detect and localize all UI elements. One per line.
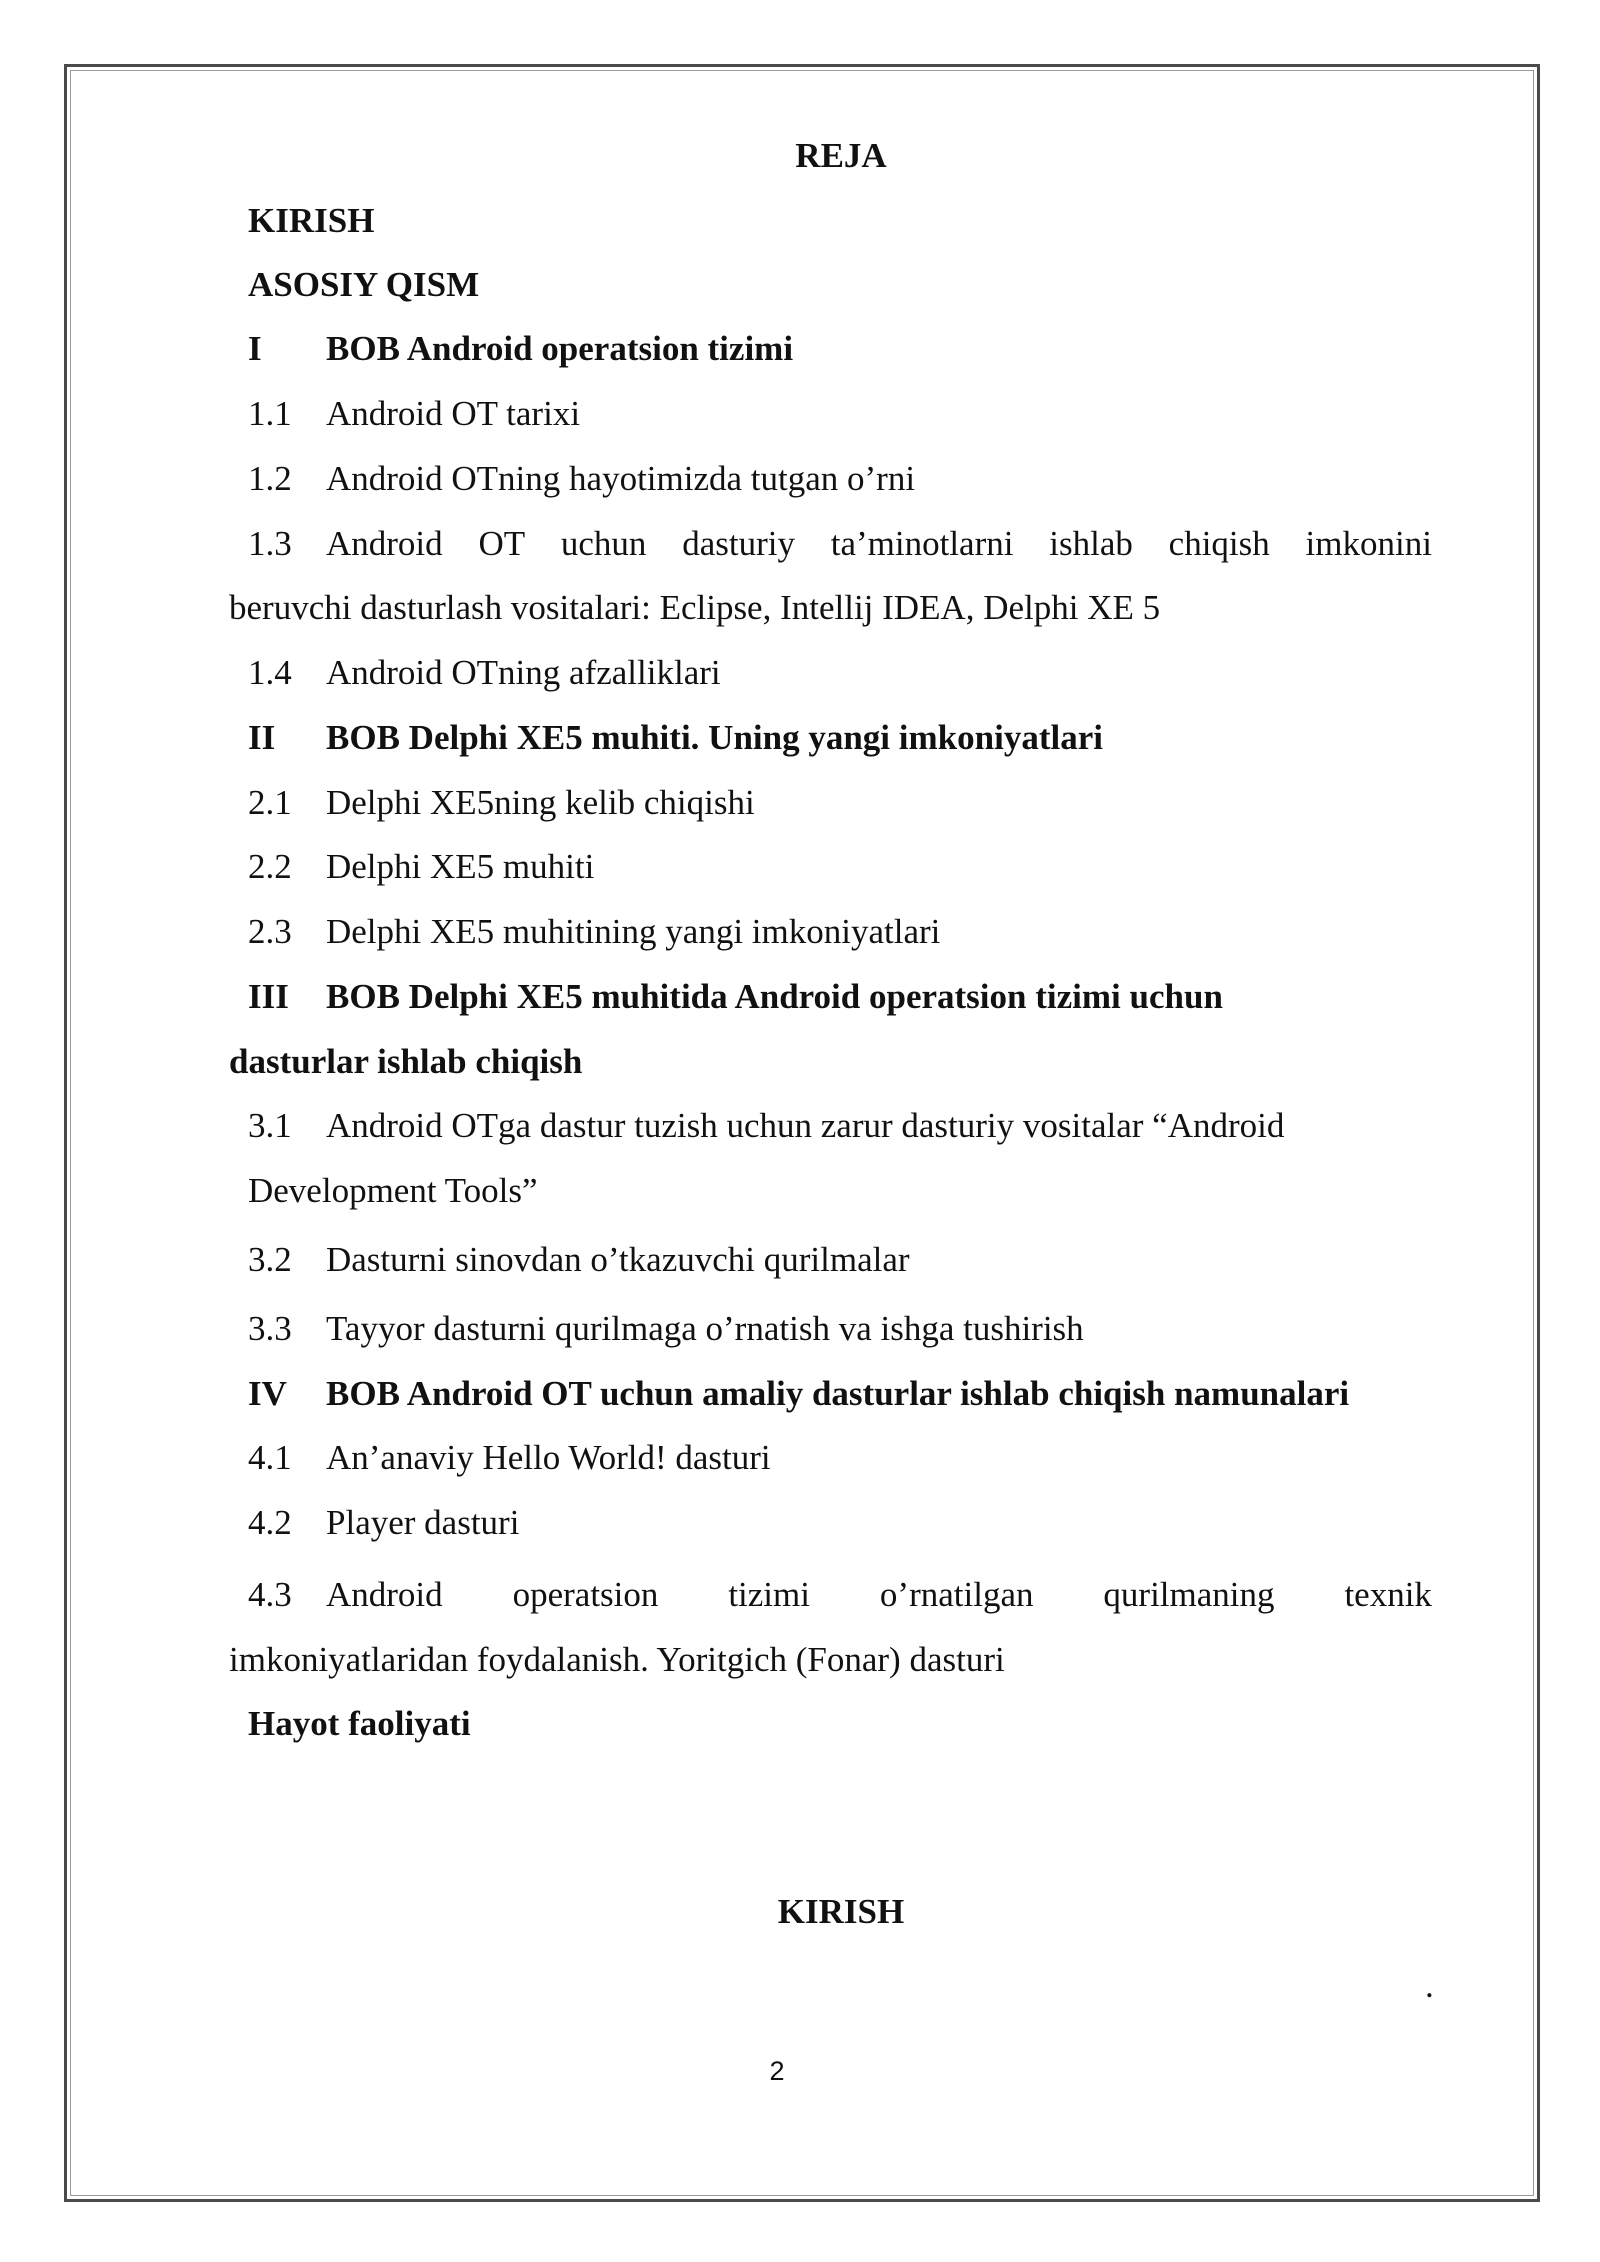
word: uchun [560, 524, 647, 563]
toc-text: Player dasturi [326, 1503, 520, 1542]
toc-text: Android OTga dastur tuzish uchun zarur dasturiy vositalar “Android [326, 1106, 1285, 1145]
toc-text-justified [326, 524, 1432, 564]
word: Android [326, 524, 443, 563]
toc-text: Android OTning afzalliklari [326, 653, 721, 692]
toc-number: 3.3 [248, 1309, 292, 1348]
toc-number: II [248, 718, 276, 757]
toc-text: Delphi XE5ning kelib chiqishi [326, 783, 755, 822]
toc-number: 4.3 [248, 1575, 292, 1614]
toc-title-continuation: dasturlar ishlab chiqish [229, 1042, 583, 1081]
toc-number: 4.1 [248, 1438, 292, 1477]
toc-text-continuation: imkoniyatlaridan foydalanish. Yoritgich (Fonar) dasturi [229, 1640, 1005, 1679]
word: qurilmaning [1103, 1575, 1275, 1614]
toc-number: III [248, 977, 289, 1016]
toc-number: 4.2 [248, 1503, 292, 1542]
word: OT [478, 524, 526, 563]
toc-asosiy-qism: ASOSIY QISM [248, 265, 480, 304]
toc-title: BOB Android OT uchun amaliy dasturlar ishlab chiqish namunalari [326, 1374, 1350, 1413]
toc-title: BOB Delphi XE5 muhiti. Uning yangi imkoniyatlari [326, 718, 1103, 757]
toc-title: BOB Delphi XE5 muhitida Android operatsion tizimi uchun [326, 977, 1223, 1016]
doc-title: REJA [795, 136, 887, 175]
section-heading-kirish: KIRISH [777, 1892, 905, 1931]
word: ishlab [1049, 524, 1133, 563]
toc-text: Tayyor dasturni qurilmaga o’rnatish va ishga tushirish [326, 1309, 1084, 1348]
toc-kirish: KIRISH [248, 201, 375, 240]
toc-number: 1.2 [248, 459, 292, 498]
toc-number: 2.3 [248, 912, 292, 951]
word: imkonini [1305, 524, 1432, 563]
toc-text: Android OT tarixi [326, 394, 581, 433]
toc-title: BOB Android operatsion tizimi [326, 329, 794, 368]
toc-number: I [248, 329, 262, 368]
toc-number: 3.1 [248, 1106, 292, 1145]
toc-number: 1.3 [248, 524, 292, 563]
toc-number: 1.4 [248, 653, 292, 692]
toc-hayot-faoliyati: Hayot faoliyati [248, 1704, 471, 1743]
word: texnik [1344, 1575, 1432, 1614]
toc-text-justified [326, 1575, 1432, 1615]
toc-text: Android OTning hayotimizda tutgan o’rni [326, 459, 916, 498]
page-number: 2 [769, 2056, 785, 2086]
toc-number: IV [248, 1374, 287, 1413]
word: ta’minotlarni [830, 524, 1014, 563]
word: tizimi [728, 1575, 810, 1614]
word: Android [326, 1575, 443, 1614]
word: chiqish [1168, 524, 1270, 563]
toc-text: An’anaviy Hello World! dasturi [326, 1438, 771, 1477]
word: dasturiy [682, 524, 795, 563]
toc-text: Dasturni sinovdan o’tkazuvchi qurilmalar [326, 1240, 910, 1279]
toc-number: 1.1 [248, 394, 292, 433]
toc-text-continuation: beruvchi dasturlash vositalari: Eclipse, Intellij IDEA, Delphi XE 5 [229, 588, 1161, 627]
toc-number: 2.2 [248, 847, 292, 886]
toc-text-continuation: Development Tools” [248, 1171, 538, 1210]
toc-number: 3.2 [248, 1240, 292, 1279]
toc-text: Delphi XE5 muhitining yangi imkoniyatlari [326, 912, 941, 951]
trailing-dot: . [1425, 1966, 1434, 2005]
word: operatsion [512, 1575, 659, 1614]
toc-text: Delphi XE5 muhiti [326, 847, 595, 886]
toc-number: 2.1 [248, 783, 292, 822]
word: o’rnatilgan [879, 1575, 1034, 1614]
